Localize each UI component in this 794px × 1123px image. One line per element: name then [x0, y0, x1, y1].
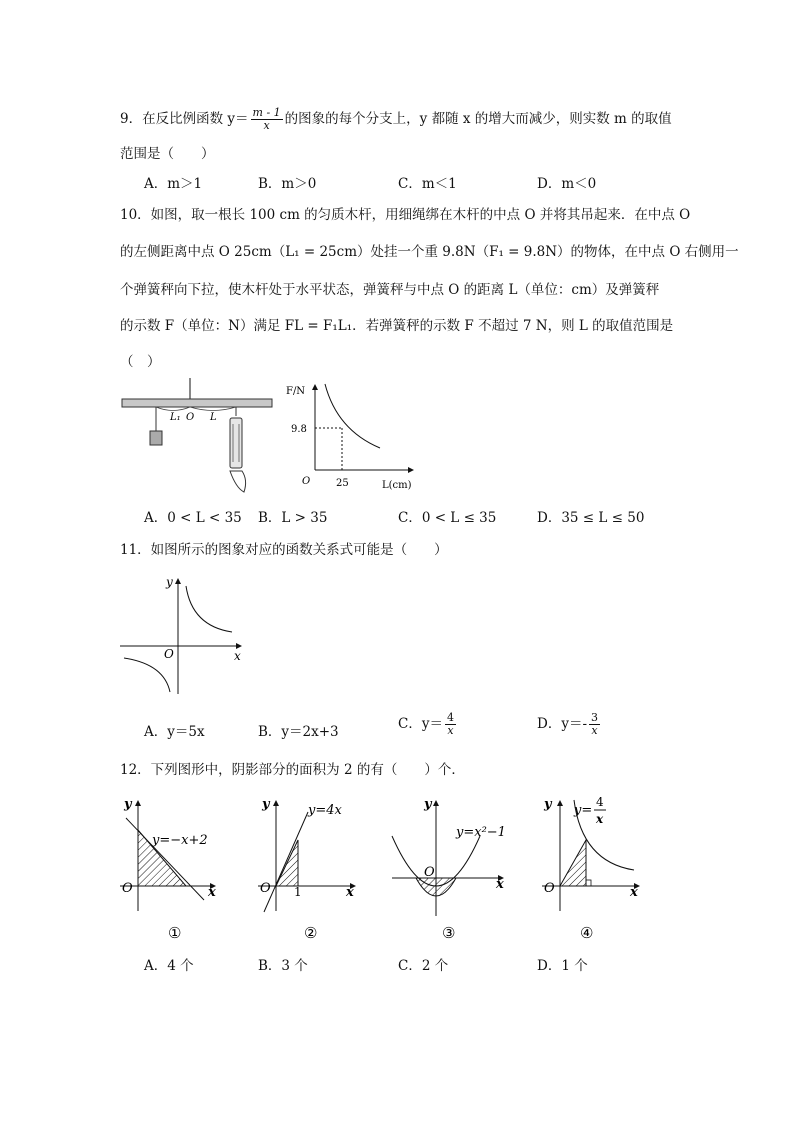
fig2-eq: y=4x: [308, 803, 342, 818]
fig2-x: x: [346, 885, 354, 900]
fig3-o: O: [424, 865, 435, 880]
q11-option-a: A．y＝5x: [144, 724, 205, 740]
fig4-tag: ④: [580, 924, 594, 942]
fig1-o: O: [122, 881, 133, 896]
graph-curve: [325, 384, 380, 448]
q9-option-d: D．m＜0: [537, 176, 597, 192]
q11-o: O: [164, 647, 174, 661]
q11-optD-den: x: [591, 724, 598, 737]
q11-option-d: [537, 712, 602, 737]
q9-option-a: A．m＞1: [144, 176, 203, 192]
fig1-x: x: [208, 885, 216, 900]
q10-option-d: D．35 ≤ L ≤ 50: [537, 510, 645, 526]
q10-option-b: B．L > 35: [258, 510, 328, 526]
q11-optC-den: x: [447, 724, 454, 737]
fig4-eq-num: 4: [596, 795, 604, 809]
q11-optD-frac: [589, 712, 600, 737]
q12-figure-4: [542, 795, 640, 942]
q11-optD-num: 3: [591, 711, 599, 724]
fig2-tag: ②: [304, 924, 318, 942]
q9-post: 的图象的每个分支上，y 都随 x 的增大而减少，则实数 m 的取值: [284, 111, 672, 127]
graph-xlabel: L(cm): [382, 480, 412, 491]
lever-rod: [122, 399, 272, 407]
fig2-y: y: [262, 797, 270, 812]
fig3-tag: ③: [442, 924, 456, 942]
fig1-tag: ①: [168, 924, 182, 942]
graph-ytick: 9.8: [291, 424, 307, 435]
fig4-o: O: [544, 881, 555, 896]
spring-scale: [230, 418, 242, 468]
fig3-x: x: [496, 877, 504, 892]
fig4-eq-pre: y=: [574, 803, 593, 818]
q9-number: 9．: [120, 111, 143, 127]
q12-option-b: B．3 个: [258, 958, 308, 974]
fig1-eq: y=−x+2: [152, 833, 208, 848]
label-L: L: [210, 412, 217, 423]
q10-line2: 的左侧距离中点 O 25cm（L₁ = 25cm）处挂一个重 9.8N（F₁ = 9.8N）的物体，在中点 O 右侧用一: [120, 244, 739, 260]
q12-option-c: C．2 个: [398, 958, 449, 974]
q12-line1: 12．下列图形中，阴影部分的面积为 2 的有（ ）个．: [120, 762, 465, 778]
q11-branch-1: [186, 586, 232, 632]
q9-frac-num: m - 1: [252, 106, 281, 119]
q10-graph: [282, 380, 422, 498]
q9-fraction: [251, 107, 283, 132]
q9-line2: 范围是（ ）: [120, 146, 215, 162]
q12-option-d: D．1 个: [537, 958, 588, 974]
q11-option-b: B．y＝2x+3: [258, 724, 339, 740]
hand-icon: [230, 471, 246, 492]
q10-line3: 个弹簧秤向下拉，使木杆处于水平状态，弹簧秤与中点 O 的距离 L（单位：cm）及弹簧秤: [120, 282, 660, 298]
q11-option-c: [398, 712, 458, 737]
q11-optC-pre: C．y＝: [398, 716, 443, 732]
q11-optC-num: 4: [446, 711, 454, 724]
weight-block: [150, 431, 162, 445]
q11-x: x: [234, 649, 241, 663]
q11-graph: [118, 572, 248, 700]
fig2-tick: 1: [294, 885, 302, 899]
fig1-y: y: [124, 797, 132, 812]
label-O: O: [186, 412, 195, 423]
q10-line4: 的示数 F（单位：N）满足 FL = F₁L₁．若弹簧秤的示数 F 不超过 7 N，则 L 的取值范围是: [120, 318, 674, 334]
q11-y: y: [166, 575, 173, 589]
q11-line1: 11．如图所示的图象对应的函数关系式可能是（ ）: [120, 542, 448, 558]
graph-origin: O: [302, 476, 311, 487]
fig2-shade: [276, 840, 298, 886]
q12-figure-3: [392, 797, 506, 942]
graph-ylabel: F/N: [286, 386, 306, 397]
q12-figure-2: [258, 797, 356, 942]
fig4-shade: [560, 840, 586, 886]
q12-option-a: A．4 个: [144, 958, 194, 974]
q11-optD-pre: D．y＝-: [537, 716, 588, 732]
graph-xtick: 25: [336, 478, 349, 489]
q10-option-c: C．0 < L ≤ 35: [398, 510, 497, 526]
q10-option-a: A．0 < L < 35: [144, 510, 242, 526]
q9-option-b: B．m＞0: [258, 176, 317, 192]
fig4-y: y: [544, 797, 552, 812]
q10-line5: （ ）: [120, 354, 161, 370]
q9-option-c: C．m＜1: [398, 176, 457, 192]
q10-line1: 10．如图，取一根长 100 cm 的匀质木杆，用细绳绑在木杆的中点 O 并将其吊起来．在中点 O: [120, 207, 691, 223]
q11-optC-frac: [445, 712, 456, 737]
fig2-o: O: [260, 881, 271, 896]
q9-pre: 在反比例函数 y＝: [142, 111, 249, 127]
label-L1: L₁: [170, 412, 181, 423]
fig4-x: x: [630, 885, 638, 900]
fig3-eq: y=x²−1: [456, 825, 506, 840]
q9-line1: [120, 107, 672, 132]
q9-frac-den: x: [263, 119, 270, 132]
q10-lever-figure: [118, 376, 278, 498]
q12-figure-1: [120, 797, 216, 942]
fig3-y: y: [424, 797, 432, 812]
fig4-eq-den: x: [596, 812, 604, 826]
q11-branch-3: [124, 658, 170, 692]
q12-figures: [110, 786, 670, 946]
